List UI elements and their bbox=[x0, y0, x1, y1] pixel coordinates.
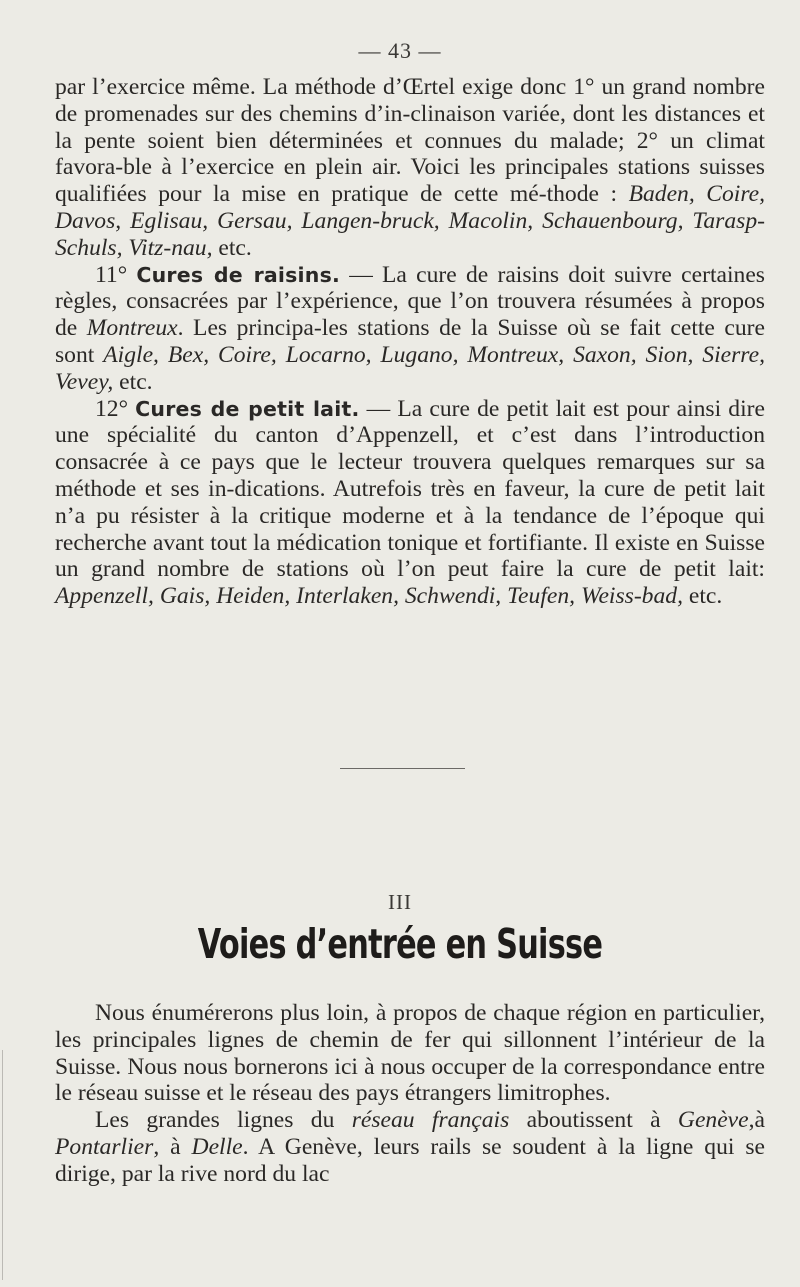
place-reference: Pontarlier bbox=[55, 1133, 154, 1160]
network-reference: réseau français bbox=[351, 1107, 510, 1134]
paragraph-railway-intro: Nous énumérerons plus loin, à propos de chaque région en particulier, les principales lignes de chemin de fer qui sillonnent l’intérieur de la Suisse. Nous nous bornerons ici à nous occuper de la correspondance entre le réseau suisse et le réseau des pays étrangers limitrophes. bbox=[55, 1000, 765, 1107]
place-reference: Genève bbox=[677, 1107, 749, 1134]
body-text-top bbox=[55, 74, 765, 610]
paragraph-text: . A Genève, leurs rails se soudent à la ligne qui se dirige, par la rive nord du lac bbox=[55, 1133, 765, 1187]
paragraph-text: aboutissent à bbox=[509, 1107, 678, 1134]
paragraph-oertel-method bbox=[55, 74, 765, 262]
paragraph-text: , à bbox=[153, 1133, 192, 1160]
page-number: — 43 — bbox=[358, 38, 442, 63]
paragraph-text: — La cure de petit lait est pour ainsi dire une spécialité du canton d’Appenzell, et c’est dans l’introduction consacrée à ce pays que le lecteur trouvera quelques remarques sur sa méthode et ses in-dications. Autrefois très en faveur, la cure de petit lait n’a pu résister à la critique moderne et à la tendance de l’époque qui recherche avant tout la médication tonique et fortifiante. Il existe en Suisse un grand nombre de stations où l’on peut faire la cure de petit lait: bbox=[55, 395, 765, 583]
section-divider bbox=[340, 768, 465, 769]
place-reference: Delle bbox=[191, 1133, 243, 1160]
paragraph-text: — La cure de raisins doit suivre certaines règles, consacrées par l’expérience, que l’on trouvera résumées à propos de bbox=[55, 261, 765, 342]
paragraph-grape-cure bbox=[55, 262, 765, 396]
paragraph-text: Les grandes lignes du bbox=[95, 1107, 352, 1134]
item-number: 12° bbox=[95, 395, 136, 422]
station-list: Baden, Coire, Davos, Eglisau, Gersau, Langen-bruck, Macolin, Schauenbourg, Tarasp-Schuls, Vitz-nau, bbox=[55, 181, 765, 261]
section-number: III bbox=[388, 890, 412, 914]
paragraph-text: par l’exercice même. La méthode d’Œrtel exige donc 1° un grand nombre de promenades sur des chemins d’in-clinaison variée, dont les distances et la pente soient bien déterminées et connues du malade; 2° un climat favora-ble à l’exercice en plein air. Voici les principales stations suisses qualifiées pour la mise en pratique de cette mé-thode : bbox=[55, 74, 765, 208]
paragraph-text: etc. bbox=[682, 583, 723, 610]
paragraph-text: etc. bbox=[212, 234, 252, 261]
paragraph-whey-cure bbox=[55, 396, 765, 610]
body-text-bottom bbox=[55, 1000, 765, 1188]
paragraph-text: etc. bbox=[113, 368, 153, 395]
paragraph-text: ,à bbox=[748, 1107, 766, 1134]
sub-heading-whey-cure: Cures de petit lait. bbox=[135, 396, 360, 421]
sub-heading-grape-cure: Cures de raisins. bbox=[136, 262, 340, 287]
page-edge-shadow bbox=[2, 1050, 3, 1280]
station-list: Appenzell, Gais, Heiden, Interlaken, Schwendi, Teufen, Weiss-bad, bbox=[55, 583, 683, 610]
section-title: Voies d’entrée en Suisse bbox=[197, 920, 603, 968]
paragraph-text: . Les principa-les stations de la Suisse où se fait cette cure sont bbox=[55, 315, 765, 368]
item-number: 11° bbox=[95, 261, 137, 288]
place-reference: Montreux bbox=[86, 315, 178, 342]
station-list: Aigle, Bex, Coire, Locarno, Lugano, Montreux, Saxon, Sion, Sierre, Vevey, bbox=[55, 341, 765, 395]
paragraph-french-network bbox=[55, 1107, 765, 1187]
